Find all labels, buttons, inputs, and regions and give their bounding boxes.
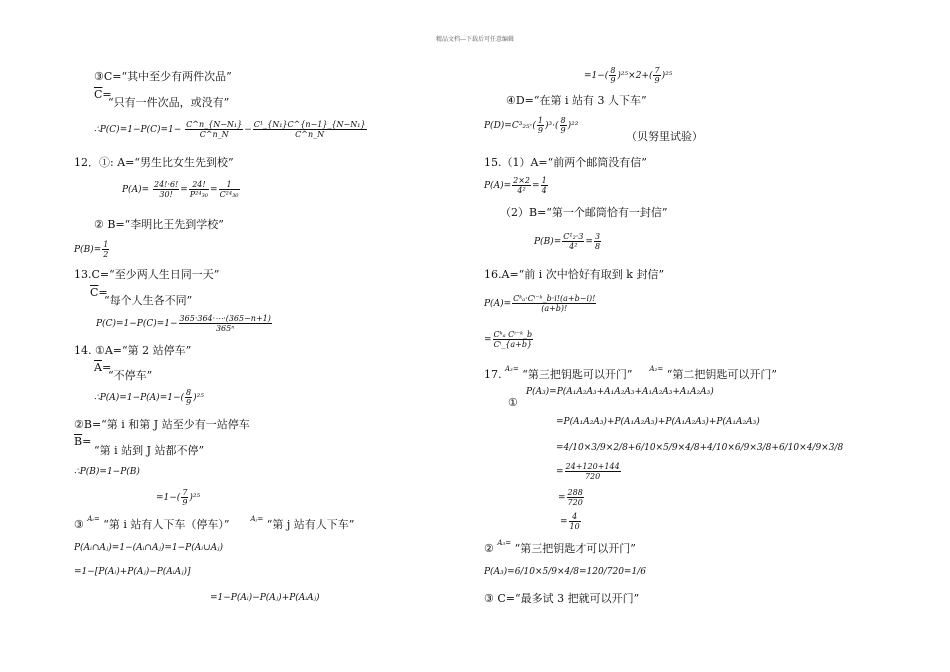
r-q4-formula bbox=[484, 116, 578, 135]
q11-3-label: ③C=“其中至少有两件次品” bbox=[94, 70, 232, 83]
formula-prefix: P(B)= bbox=[534, 237, 562, 247]
fraction bbox=[609, 66, 616, 85]
q14-2-formula2 bbox=[156, 488, 200, 507]
r-q4-label: ④D=“在第 i 站有 3 人下车” bbox=[506, 94, 647, 107]
ai-symbol: Aᵢ= bbox=[87, 515, 100, 523]
numerator: 1 bbox=[537, 116, 544, 125]
q17-f6: = $\frac{4}{10}$ bbox=[560, 512, 580, 531]
denominator: P²⁴₃₀ bbox=[189, 190, 209, 199]
formula-prefix: ∴P(C)=1−P(C)=1− bbox=[94, 125, 182, 135]
q13-formula bbox=[96, 314, 273, 333]
aj-symbol: Aⱼ= bbox=[250, 515, 264, 523]
fraction bbox=[512, 294, 596, 313]
fraction bbox=[219, 180, 240, 199]
q14-3-text-a: “第 i 站有人下车（停车）” bbox=[103, 518, 230, 531]
fraction bbox=[560, 116, 567, 135]
r1-formula bbox=[584, 66, 672, 85]
formula-prefix: P(A₃)= bbox=[484, 567, 515, 577]
fraction bbox=[512, 176, 531, 195]
q12-formula: P(A)= $\frac{24!\cdot 6!}{30!}$ = $\frac{24!}{\text{P²⁴₃₀}}$ = $\frac{1}{\text{C²⁴₃₀}}$ bbox=[122, 180, 239, 199]
denominator: C²⁴₃₀ bbox=[219, 190, 239, 199]
formula-expr: 6/10×5/9×4/8=120/720=1/6 bbox=[514, 567, 646, 577]
q14-3-formula3: =1−P(Aᵢ)−P(Aⱼ)+P(AᵢAⱼ) bbox=[210, 593, 320, 603]
denominator: 10 bbox=[569, 522, 580, 531]
fraction bbox=[153, 180, 179, 199]
q14-3-row bbox=[74, 515, 355, 533]
numerator: C¹_{N₁}C^{n−1}_{N−N₁} bbox=[253, 120, 366, 129]
formula-prefix: = bbox=[484, 335, 492, 345]
denominator: 720 bbox=[567, 498, 583, 507]
denominator: (a+b)! bbox=[541, 304, 568, 313]
fraction bbox=[189, 180, 209, 199]
q11-3-formula: ∴P(C)=1−P(C)=1− $\frac{\text{C\textasciicircum{}n\_\{N−N₁\}}}{C\^{}n\_N}$ − $\frac{\text{C¹\_\{N₁\}C\textasciicircum{}\{n−1\}\_\{N−N₁\}}}{C\^{}n\_N}$ bbox=[94, 120, 366, 139]
q17-3-label: ③ C=“最多试 3 把就可以开门” bbox=[484, 592, 640, 605]
q12-2-formula bbox=[74, 240, 110, 259]
q15-formula: P(A)= $\frac{2\times 2}{\text{4²}}$ = $\frac{1}{4}$ bbox=[484, 176, 547, 195]
fraction bbox=[594, 232, 601, 251]
q13-label: 13.C=“至少两人生日同一天” bbox=[74, 268, 220, 281]
q17-text-b: “第二把钥匙可以开门” bbox=[666, 368, 777, 381]
denominator: C^n_N bbox=[295, 130, 325, 139]
numerator: C¹₂·3 bbox=[563, 232, 584, 241]
q13-cbar-row: $\overline{C}=$ bbox=[90, 286, 108, 299]
q14-2-formula1: ∴P(B)=1−P(B) bbox=[74, 467, 140, 477]
denominator: 9 bbox=[186, 398, 192, 407]
q17-2-formula bbox=[484, 566, 646, 579]
denominator: 4 bbox=[541, 186, 547, 195]
fraction bbox=[179, 314, 272, 333]
fraction bbox=[565, 462, 621, 481]
fraction bbox=[541, 176, 548, 195]
q12-2-label: ② B=“李明比王先到学校” bbox=[94, 218, 224, 231]
denominator: 9 bbox=[610, 76, 616, 85]
c-bar-symbol: $\overline{C}$ bbox=[90, 286, 99, 299]
q17-f2: =P(A₁A₂A₃)+P(A₁A₂A₃)+P(A₁A₂A₃)+P(A₁A₂A₃) bbox=[556, 417, 760, 427]
formula-mid: )³·( bbox=[545, 121, 559, 131]
numerator: Cᵏₐ·Cⁱ⁻ᵏ_b·i!(a+b−i)! bbox=[513, 294, 596, 303]
q17-2-mark: ② bbox=[484, 542, 494, 555]
numerator: 2×2 bbox=[513, 176, 531, 185]
numerator: Cᵏₐ Cⁱ⁻ᵏ_b bbox=[493, 330, 533, 339]
a3-symbol: A₃= bbox=[505, 365, 519, 373]
denominator: 720 bbox=[584, 472, 601, 481]
q14-3-mark: ③ bbox=[74, 518, 84, 531]
fraction bbox=[569, 512, 581, 531]
numerator: 7 bbox=[654, 66, 660, 75]
q17-label: 17. bbox=[484, 368, 502, 381]
numerator: 1 bbox=[103, 240, 109, 249]
q16-label: 16.A=“前 i 次中恰好有取到 k 封信” bbox=[484, 268, 665, 281]
denominator: 30! bbox=[159, 190, 173, 199]
formula-prefix: ∴P(A)=1−P(A)=1−( bbox=[94, 393, 185, 403]
numerator: 3 bbox=[594, 232, 601, 241]
q14-abar-text: “不停车” bbox=[108, 369, 153, 382]
formula-prefix: P(A)= bbox=[122, 185, 150, 195]
numerator: 8 bbox=[186, 388, 192, 397]
q17-1-mark: ① bbox=[508, 396, 518, 409]
numerator: 24!·6! bbox=[154, 180, 179, 189]
q16-formula bbox=[484, 294, 597, 313]
q14-abar-row: $\overline{A}=$ bbox=[94, 361, 112, 374]
denominator: 4² bbox=[517, 186, 526, 195]
formula-mid: )²⁵×2+( bbox=[617, 71, 653, 81]
numerator: 4 bbox=[569, 512, 581, 522]
denominator: 9 bbox=[537, 126, 544, 135]
formula-prefix: P(D)=C³₂₅·( bbox=[484, 121, 536, 131]
denominator: 8 bbox=[594, 242, 601, 251]
q15-2-label: （2）B=“第一个邮筒恰有一封信” bbox=[500, 206, 668, 219]
q14-2-bbar-text: “第 i 站到 J 站都不停” bbox=[94, 444, 205, 457]
q14-3-text-b: “第 j 站有人下车” bbox=[266, 518, 355, 531]
q17-2-row bbox=[484, 539, 636, 557]
q15-label: 15.（1）A=“前两个邮筒没有信” bbox=[484, 156, 647, 169]
q17-f5: = $\frac{288}{720}$ bbox=[558, 488, 583, 507]
q15-2-formula: P(B)= $\frac{\text{C¹₂·3}}{\text{4²}}$ = $\frac{3}{8}$ bbox=[534, 232, 601, 251]
fraction bbox=[567, 488, 584, 507]
numerator: 8 bbox=[560, 116, 566, 125]
q14-formula bbox=[94, 388, 204, 407]
formula-prefix: P(B)= bbox=[74, 245, 102, 255]
fraction bbox=[181, 488, 188, 507]
q14-3-formula2: =1−[P(Aᵢ)+P(Aⱼ)−P(AᵢAⱼ)] bbox=[74, 567, 191, 577]
b-bar-symbol: $\overline{B}$ bbox=[74, 435, 83, 448]
q17-f3: =4/10×3/9×2/8+6/10×5/9×4/8+4/10×6/9×3/8+6/10×4/9×3/8 bbox=[556, 443, 844, 453]
q17-row bbox=[484, 365, 777, 383]
formula-prefix: P(A)= bbox=[484, 181, 512, 191]
exponent: )²⁵ bbox=[189, 493, 201, 503]
numerator: 365·364·⋯·(365−n+1) bbox=[179, 314, 271, 323]
numerator: 1 bbox=[219, 180, 240, 190]
numerator: 24+120+144 bbox=[565, 462, 620, 471]
a3-symbol: A₃= bbox=[497, 539, 512, 547]
numerator: 1 bbox=[541, 176, 547, 185]
fraction bbox=[493, 330, 534, 349]
numerator: 8 bbox=[610, 66, 616, 75]
fraction bbox=[653, 66, 660, 85]
q13-cbar-text: “每个人生各不同” bbox=[104, 294, 193, 307]
a-bar-symbol: $\overline{A}$ bbox=[94, 361, 102, 374]
c-bar-symbol: $\overline{C}$ bbox=[94, 88, 103, 101]
denominator: 365ⁿ bbox=[215, 324, 235, 333]
q11-3-cbar-text: “只有一件次品，或没有” bbox=[108, 96, 230, 109]
bernoulli-note: （贝努里试验） bbox=[626, 130, 703, 143]
exponent: )²⁵ bbox=[193, 393, 204, 403]
q16-formula2 bbox=[484, 330, 534, 349]
fraction bbox=[185, 120, 243, 139]
q14-label: 14. ①A=“第 2 站停车” bbox=[74, 344, 192, 357]
fraction bbox=[102, 240, 109, 259]
q17-2-text: “第三把钥匙才可以开门” bbox=[514, 542, 636, 555]
q17-text-a: “第三把钥匙可以开门” bbox=[522, 368, 633, 381]
denominator: Cⁱ_{a+b} bbox=[493, 340, 533, 349]
denominator: 4² bbox=[569, 242, 578, 251]
denominator: 9 bbox=[654, 76, 660, 85]
q14-3-formula1: P(Aᵢ∩Aⱼ)=1−(Aᵢ∩Aⱼ)=1−P(Aᵢ∪Aⱼ) bbox=[74, 543, 223, 553]
exponent: )²⁵ bbox=[661, 71, 673, 81]
fraction bbox=[562, 232, 584, 251]
numerator: C^n_{N−N₁} bbox=[186, 120, 243, 129]
denominator: 9 bbox=[560, 126, 566, 135]
denominator: C^n_N bbox=[199, 130, 229, 139]
numerator: 288 bbox=[567, 488, 583, 497]
q12-label: 12．①: A=“男生比女生先到校” bbox=[74, 156, 234, 169]
q17-f1: P(A₃)=P(A₁A₂A₃+A₁A₂A₃+A₁A₂A₃+A₁A₂A₃) bbox=[526, 387, 714, 397]
fraction bbox=[185, 388, 192, 407]
q17-f4: = $\frac{24+120+144}{720}$ bbox=[556, 462, 620, 481]
formula-prefix: P(A)= bbox=[484, 299, 512, 309]
numerator: 24! bbox=[189, 180, 209, 190]
q14-2-label: ②B=“第 i 和第 J 站至少有一站停车 bbox=[74, 418, 250, 431]
formula-prefix: =1−( bbox=[584, 71, 609, 81]
denominator: 2 bbox=[103, 250, 109, 259]
fraction bbox=[253, 120, 367, 139]
formula-prefix: P(C)=1−P(C)=1− bbox=[96, 319, 178, 329]
fraction bbox=[537, 116, 544, 135]
page-header: 精品文档---下载后可任意编辑 bbox=[435, 36, 515, 43]
formula-prefix: =1−( bbox=[156, 493, 181, 503]
numerator: 7 bbox=[182, 488, 188, 497]
q14-2-bbar-row: $\overline{B}=$ bbox=[74, 435, 92, 448]
denominator: 9 bbox=[182, 498, 188, 507]
q11-3-cbar-row: $\overline{C}=$ bbox=[94, 88, 112, 101]
exponent: )²² bbox=[567, 121, 579, 131]
a2-symbol: A₂= bbox=[649, 365, 664, 373]
